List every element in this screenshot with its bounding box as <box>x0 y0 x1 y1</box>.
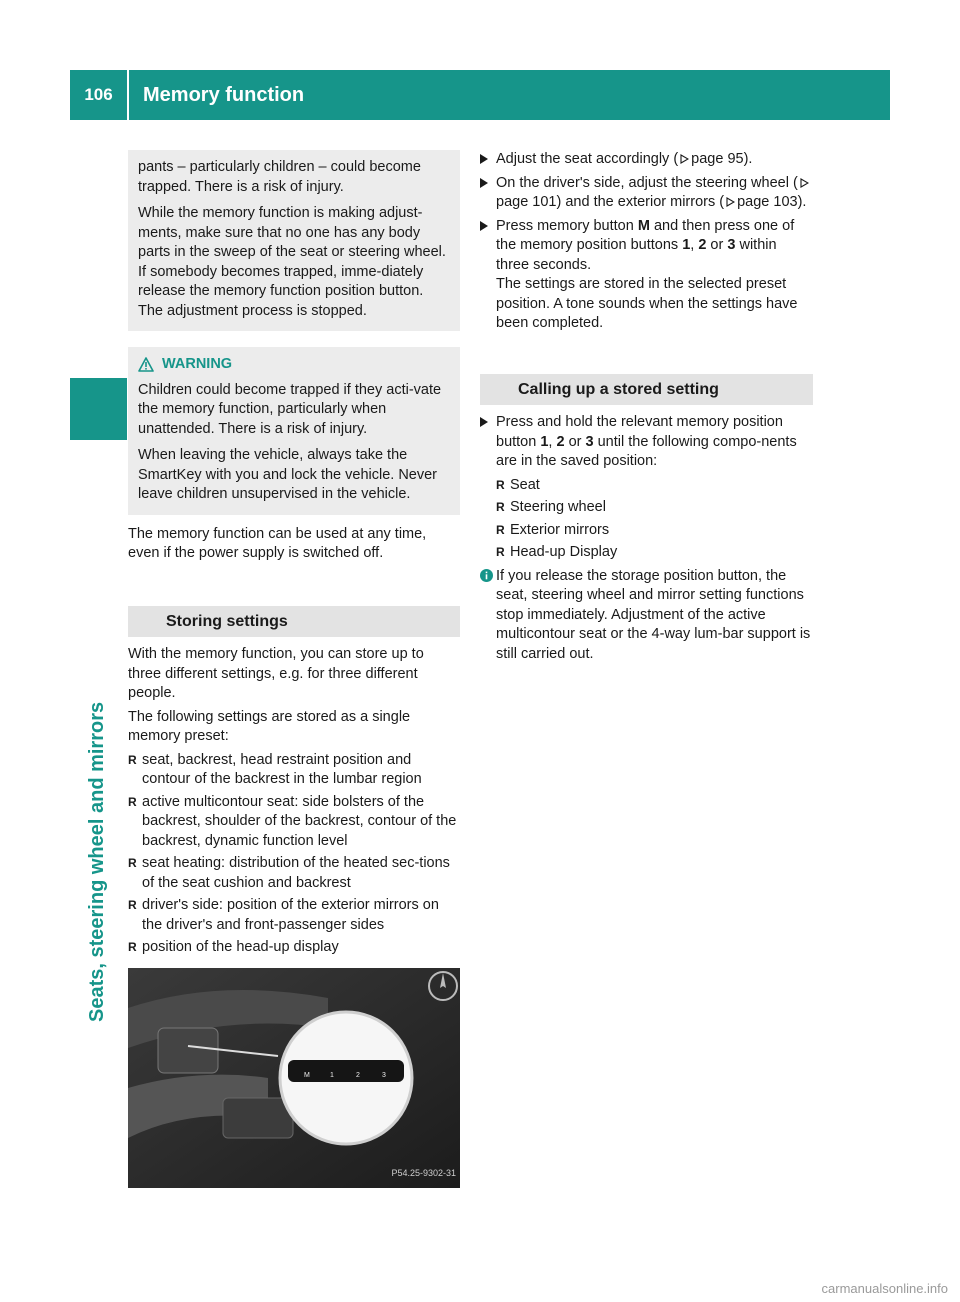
memory-button-1: 1 <box>330 1071 334 1079</box>
step-press-hold: Press and hold the relevant memory position button 1, 2 or 3 until the following compo-nents are in the saved position: R Seat R Steering wheel R Exterior mirrors R Head-up Display <box>480 413 813 563</box>
box-paragraph: While the memory function is making adjust-ments, make sure that no one has any body parts in the sweep of the seat or steering wheel. If somebody becomes trapped, imme-diately release the memory function position button. The adjustment process is stopped. <box>138 205 446 319</box>
page-ref-triangle-icon <box>726 197 735 207</box>
step-adjust-seat: Adjust the seat accordingly ( page 95). <box>480 150 813 170</box>
list-item: R driver's side: position of the exterior mirrors on the driver's and front-passenger sides <box>128 896 460 935</box>
warning-triangle-icon <box>138 357 154 372</box>
page-header <box>70 70 890 120</box>
info-note <box>480 567 813 665</box>
section-heading-storing: Storing settings <box>128 606 460 638</box>
section-heading-calling: Calling up a stored setting <box>480 374 813 406</box>
page-reference[interactable]: page 95 <box>691 151 744 167</box>
page-reference[interactable]: page 103 <box>737 194 798 210</box>
list-item: R Steering wheel <box>496 498 813 518</box>
warning-box <box>128 347 460 515</box>
memory-button-m: M <box>304 1071 310 1079</box>
memory-button-3: 3 <box>382 1071 386 1079</box>
right-column <box>480 150 813 664</box>
triangle-bullet-icon <box>480 154 488 164</box>
figure-caption: P54.25-9302-31 <box>391 1168 456 1178</box>
list-item: R seat heating: distribution of the heated sec-tions of the seat cushion and backrest <box>128 854 460 893</box>
body-paragraph: The memory function can be used at any time, even if the power supply is switched off. <box>128 525 427 561</box>
warning-continuation-box <box>128 150 460 331</box>
memory-button-2: 2 <box>356 1071 360 1079</box>
list-item: R Exterior mirrors <box>496 521 813 541</box>
triangle-bullet-icon <box>480 417 488 427</box>
footer-watermark: carmanualsonline.info <box>821 1281 948 1296</box>
warning-paragraph: When leaving the vehicle, always take the SmartKey with you and lock the vehicle. Never leave children unsupervised in the vehicle. <box>138 447 437 502</box>
page-ref-triangle-icon <box>800 178 809 188</box>
list-item: R active multicontour seat: side bolsters of the backrest, shoulder of the backrest, contour of the backrest, dynamic function level <box>128 793 460 852</box>
triangle-bullet-icon <box>480 221 488 231</box>
info-icon <box>480 569 493 582</box>
list-item: R Head-up Display <box>496 543 813 563</box>
page-reference[interactable]: page 101 <box>496 194 557 210</box>
components-list <box>496 476 813 563</box>
section-tab-marker <box>70 378 127 440</box>
step-result: The settings are stored in the selected preset position. A tone sounds when the settings have been completed. <box>496 276 798 331</box>
memory-buttons-photo <box>128 968 460 1188</box>
warning-paragraph: Children could become trapped if they acti-vate the memory function, particularly when unattended. There is a risk of injury. <box>138 381 442 437</box>
door-panel-illustration <box>128 968 460 1188</box>
info-text: If you release the storage position button, the seat, steering wheel and mirror setting functions stop immediately. Adjustment of the active multicontour seat or the 4-way lum-bar support is still carried out. <box>496 567 811 662</box>
stored-settings-list <box>128 751 460 958</box>
box-paragraph: pants – particularly children – could become trapped. There is a risk of injury. <box>138 159 421 195</box>
body-paragraph: With the memory function, you can store up to three different settings, e.g. for three different people. <box>128 646 424 701</box>
page-number: 106 <box>70 70 129 120</box>
section-side-label: Seats, steering wheel and mirrors <box>86 701 108 1022</box>
step-adjust-wheel-mirrors: On the driver's side, adjust the steering wheel (page 101) and the exterior mirrors ( page 103). <box>480 174 813 213</box>
warning-label: WARNING <box>162 356 233 372</box>
left-column <box>128 150 460 1188</box>
step-press-memory: Press memory button M and then press one of the memory position buttons 1, 2 or 3 within three seconds. The settings are stored in the selected preset position. A tone sounds when the settings have been completed. <box>480 217 813 334</box>
page-ref-triangle-icon <box>680 154 689 164</box>
triangle-bullet-icon <box>480 178 488 188</box>
list-item: R position of the head-up display <box>128 938 460 958</box>
list-item: R seat, backrest, head restraint position and contour of the backrest in the lumbar region <box>128 751 460 790</box>
list-item: R Seat <box>496 476 813 496</box>
page-title: Memory function <box>143 83 305 106</box>
warning-title <box>138 355 450 375</box>
body-paragraph: The following settings are stored as a single memory preset: <box>128 708 411 744</box>
